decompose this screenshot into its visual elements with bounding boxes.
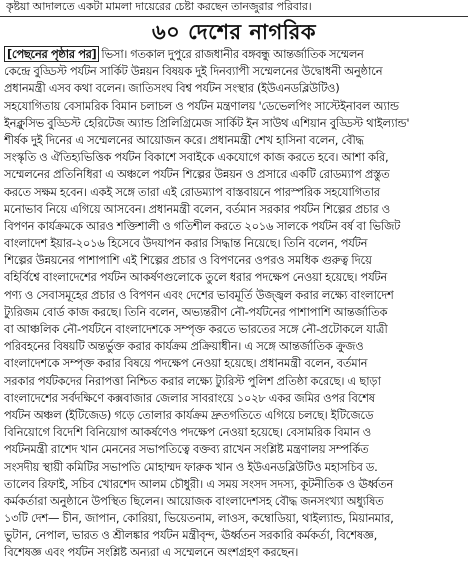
article-line-text: কর্মকর্তারা অনুষ্ঠানে উপস্থিত ছিলেন। আয়োজক বাংলাদেশসহ বৌদ্ধ জনসংখ্যা অধ্যুষিত bbox=[4, 493, 384, 508]
article-line bbox=[4, 304, 464, 321]
continued-from-label: [পেছনের পৃষ্ঠার পর] bbox=[4, 46, 99, 62]
article-line-text: বিনিয়োগে বিদেশি বিনিয়োগ আকর্ষণেও পদক্ষেপ নেওয়া হয়েছে। বেসামরিক বিমান ও bbox=[4, 425, 371, 440]
article-line-text: শীর্ষক দুই দিনের এ সম্মেলনের আয়োজন করে। প্রধানমন্ত্রী শেখ হাসিনা বলেন, বৌদ্ধ bbox=[4, 132, 364, 147]
article-line bbox=[4, 149, 464, 166]
article-headline: ৬০ দেশের নাগরিক bbox=[151, 20, 317, 44]
article-line-text: বহির্বিশ্বে বাংলাদেশের পর্যটন আকর্ষণগুলোকে তুলে ধরার পদক্ষেপ নেওয়া হয়েছে। পর্যটন bbox=[4, 270, 387, 285]
article-line bbox=[4, 252, 464, 269]
article-line bbox=[4, 527, 464, 544]
article-line bbox=[4, 476, 464, 493]
article-line bbox=[4, 184, 464, 201]
article-line-text: সহযোগিতায় বেসামরিক বিমান চলাচল ও পর্যটন মন্ত্রণালয় 'ডেভেলপিং সাস্টেইনাবল অ্যান্ড bbox=[4, 98, 399, 113]
article-line bbox=[4, 63, 464, 80]
article-line bbox=[4, 269, 464, 286]
article-line-text: সংস্কৃতি ও ঐতিহ্যভিত্তিক পর্যটন বিকাশে সবাইকে একযোগে কাজ করতে হবে। আশা করি, bbox=[4, 150, 389, 165]
article-line bbox=[4, 373, 464, 390]
article-line bbox=[4, 459, 464, 476]
article-line bbox=[4, 132, 464, 149]
article-line-text: বাংলাদেশ ইয়ার-২০১৬ হিসেবে উদযাপন করার সিদ্ধান্ত নিয়েছে। তিনি বলেন, পর্যটন bbox=[4, 236, 368, 251]
article-line bbox=[4, 424, 464, 441]
article-line bbox=[4, 441, 464, 458]
article-line-text: ইনক্লুসিভ বুড্ডিস্ট হেরিটেজ অ্যান্ড প্রিলিগ্রিমেজ সার্কিট ইন সাউথ এশিয়ান বুড্ডিস্ট থাইল্যান্ড' bbox=[4, 115, 410, 130]
article-line-text: পর্যটন অঞ্চল (ইটিজেড) গড়ে তোলার কার্যক্রম দ্রুতগতিতে এগিয়ে চলছে। ইটিজেডে bbox=[4, 407, 374, 422]
article-line bbox=[4, 287, 464, 304]
article-line-text: সম্মেলনের প্রতিনিধিরা এ অঞ্চলে পর্যটন শিল্পের উন্নয়ন ও প্রসারে একটি রোডম্যাপ প্রস্তুত bbox=[4, 167, 390, 182]
article-line-text: বাংলাদেশকে সম্পৃক্ত করার বিষয়ে পদক্ষেপ নেওয়া হয়েছে। প্রধানমন্ত্রী বলেন, বর্তমান bbox=[4, 356, 368, 371]
article-line bbox=[4, 235, 464, 252]
article-line bbox=[4, 115, 464, 132]
article-line bbox=[4, 338, 464, 355]
article-line bbox=[4, 544, 464, 561]
article-line-text: কেন্দ্রে বুড্ডিস্ট পর্যটন সার্কিট উন্নয়ন বিষয়ক দুই দিনব্যাপী সম্মেলনের উদ্বোধনী অনুষ্ঠানে bbox=[4, 64, 383, 79]
article-line bbox=[4, 166, 464, 183]
article-line-text: প্রধানমন্ত্রী এসব কথা বলেন। জাতিসংঘ বিশ্ব পর্যটন সংস্থার (ইউএনডব্লিউটিও) bbox=[4, 81, 340, 96]
article-line-text: বা আঞ্চলিক নৌ-পর্যটনে বাংলাদেশকে সম্পৃক্ত করতে ভারতের সঙ্গে নৌ-প্রটোকলে যাত্রী bbox=[4, 322, 388, 336]
article-line bbox=[4, 493, 464, 510]
article-line bbox=[4, 510, 464, 527]
article-line-text: ভিসা। গতকাল দুপুরে রাজধানীর বঙ্গবন্ধু আন্তর্জাতিক সম্মেলন bbox=[101, 47, 364, 61]
article-body bbox=[4, 46, 464, 574]
article-line-text: বাংলাদেশের সর্বদক্ষিণে কক্সবাজার জেলার সাবরাংয়ে ১০২৮ একর জমির ওপর বিশেষ bbox=[4, 390, 375, 405]
article-line-text: ভুটান, নেপাল, ভারত ও শ্রীলঙ্কার পর্যটন মন্ত্রীবৃন্দ, ঊর্ধ্বতন সরকারি কর্মকর্তা, বিশেষজ্ঞ, bbox=[4, 528, 377, 543]
article-line-text: পরিবহনের বিষয়টি অন্তর্ভুক্ত করার কার্যক্রম প্রক্রিয়াধীন। এ সঙ্গে আন্তর্জাতিক ক্রুজও bbox=[4, 339, 364, 354]
article-line-text: সংসদীয় স্থায়ী কমিটির সভাপতি মোহাম্মদ ফারুক খান ও ইউএনডব্লিউটিও মহাসচিব ড. bbox=[4, 459, 378, 474]
article-line bbox=[4, 46, 464, 63]
article-line-text: করতে সক্ষম হবেন। একই সঙ্গে তারা এই রোডম্যাপ বাস্তবায়নে পারস্পরিক সহযোগিতার bbox=[4, 184, 380, 199]
article-line bbox=[4, 98, 464, 115]
article-line-text: ১৩টি দেশ— চীন, জাপান, কোরিয়া, ভিয়েতনাম, লাওস, কম্বোডিয়া, থাইল্যান্ড, মিয়ানমার, bbox=[4, 511, 394, 526]
article-line bbox=[4, 80, 464, 97]
separator-rule bbox=[0, 16, 468, 17]
article-line bbox=[4, 218, 464, 235]
article-line-text: পণ্য ও সেবাসমূহের প্রচার ও বিপণন এবং দেশের ভাবমূর্তি উজ্জ্বল করার লক্ষ্যে বাংলাদেশ bbox=[4, 287, 394, 302]
article-line-text: সরকার পর্যটকদের নিরাপত্তা নিশ্চিত করার লক্ষ্যে ট্যুরিস্ট পুলিশ প্রতিষ্ঠা করেছে। এ ছাড়া bbox=[4, 373, 381, 388]
article-line-text: মনোভাব নিয়ে এগিয়ে আসবেন। প্রধানমন্ত্রী বলেন, বর্তমান সরকার পর্যটন শিল্পের প্রচার ও bbox=[4, 201, 390, 216]
article-line-text: বিশেষজ্ঞ এবং পর্যটন সংশ্লিষ্ট অন্যরা এ সম্মেলনে অংশগ্রহণ করছেন। bbox=[4, 545, 299, 560]
article-line bbox=[4, 355, 464, 372]
article-line-text: বিপণন কার্যক্রমকে আরও শক্তিশালী ও গতিশীল করতে ২০১৬ সালকে পর্যটন বর্ষ বা ভিজিট bbox=[4, 218, 401, 233]
previous-article-last-line: কৃষ্টয়া আদালতে একটা মামলা দায়েরের চেষ্টা করছেন তানজুরার পরিবার। bbox=[6, 0, 312, 13]
article-line-text: পর্যটনমন্ত্রী রাশেদ খান মেননের সভাপতিত্বে বক্তব্য রাখেন সংশ্লিষ্ট মন্ত্রণালয় সম্পর্কিত bbox=[4, 442, 369, 457]
article-line-text: ট্যুরিজম বোর্ড কাজ করছে। তিনি বলেন, অভ্যন্তরীণ নৌ-পর্যটনের পাশাপাশি আন্তর্জাতিক bbox=[4, 304, 388, 319]
article-line-text: তালেব রিফাই, সচিব খোরশেদ আলম চৌধুরী। এ সময় সংসদ সদস্য, কূটনীতিক ও ঊর্ধ্বতন bbox=[4, 476, 394, 491]
article-line bbox=[4, 390, 464, 407]
article-line-text: শিল্পের উন্নয়নের পাশাপাশি এই শিল্পের প্রচার ও বিপণনের ওপরও সমধিক গুরুত্ব দিয়ে bbox=[4, 253, 372, 268]
article-line bbox=[4, 407, 464, 424]
article-line bbox=[4, 201, 464, 218]
article-line bbox=[4, 321, 464, 338]
